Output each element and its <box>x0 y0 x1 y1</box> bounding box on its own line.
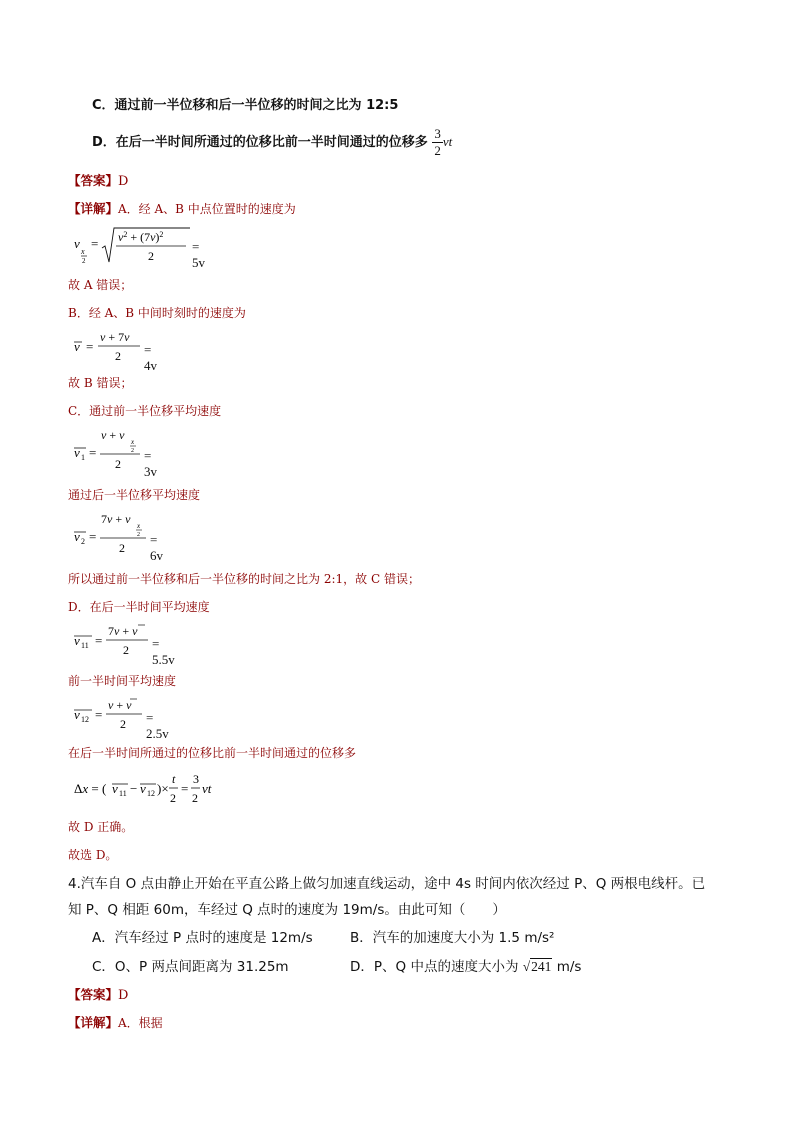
explain4-tag: 【详解】 <box>68 1015 119 1030</box>
explain-a-conclude: 故 A 错误； <box>68 278 133 292</box>
svg-text:v: v <box>74 529 80 544</box>
explain-d-conclude: 故 D 正确。 <box>68 820 134 834</box>
explain-c-intro2: 通过后一半位移平均速度 <box>68 488 201 502</box>
svg-text:Δx = (: Δx = ( <box>74 781 107 796</box>
equation-midtime-rhs: = 4v <box>144 342 157 373</box>
svg-text:v: v <box>74 633 80 648</box>
explain-d-intro2: 前一半时间平均速度 <box>68 674 177 688</box>
explain-final: 故选 D。 <box>68 848 118 862</box>
explain-b-conclude: 故 B 错误； <box>68 376 133 390</box>
question4-line2: 知 P、Q 相距 60m，车经过 Q 点时的速度为 19m/s。由此可知（ ） <box>68 902 506 918</box>
explain-d-intro: D．在后一半时间平均速度 <box>68 600 210 614</box>
equation-second-half-displacement <box>72 510 172 562</box>
question4-option-d-root: 241 <box>531 959 552 974</box>
svg-text:)×: )× <box>157 781 169 796</box>
equation-second-half-time <box>72 622 175 667</box>
explain-c-conclude: 所以通过前一半位移和后一半位移的时间之比为 2:1，故 C 错误； <box>68 572 420 586</box>
svg-text:2: 2 <box>119 541 125 555</box>
svg-text:2: 2 <box>115 349 121 363</box>
svg-text:2: 2 <box>120 717 126 731</box>
svg-text:v + v: v + v <box>101 428 125 442</box>
svg-text:12: 12 <box>81 715 89 724</box>
equation-midpoint-velocity <box>72 224 212 272</box>
svg-text:v: v <box>140 781 146 796</box>
svg-text:=: = <box>95 633 103 648</box>
explain-tag: 【详解】 <box>68 201 119 216</box>
svg-text:x: x <box>81 247 85 256</box>
svg-text:2: 2 <box>148 249 154 263</box>
svg-text:t: t <box>172 772 176 786</box>
question4-line1: 4.汽车自 O 点由静止开始在平直公路上做匀加速直线运动，途中 4s 时间内依次经过 P、Q 两根电线杆。已 <box>68 876 706 892</box>
svg-text:vt: vt <box>202 781 212 796</box>
equation-midtime-svg <box>72 328 152 366</box>
equation-d1-rhs: = 5.5v <box>152 636 175 667</box>
svg-text:v: v <box>74 707 80 722</box>
question4-option-d-unit: m/s <box>556 959 582 975</box>
svg-text:=: = <box>86 339 94 354</box>
svg-text:2: 2 <box>82 257 86 265</box>
svg-text:2: 2 <box>170 791 176 805</box>
svg-text:x: x <box>131 438 135 446</box>
svg-text:2: 2 <box>81 537 85 546</box>
svg-text:v: v <box>112 781 118 796</box>
option-d-tail: vt <box>442 134 453 149</box>
svg-text:v: v <box>74 445 80 460</box>
equation-midpoint-svg <box>72 224 212 268</box>
svg-text:=: = <box>89 445 97 460</box>
question4-option-a: A．汽车经过 P 点时的速度是 12m/s <box>92 930 313 946</box>
question4-option-b: B．汽车的加速度大小为 1.5 m/s² <box>350 930 555 946</box>
answer-tag: 【答案】 <box>68 173 119 188</box>
explain-a-intro: A．经 A、B 中点位置时的速度为 <box>118 202 296 216</box>
equation-midtime-velocity <box>72 328 157 373</box>
svg-text:7v + v: 7v + v <box>108 624 138 638</box>
svg-text:=: = <box>181 781 189 796</box>
question4-option-d <box>350 955 581 975</box>
answer-value: D <box>118 174 129 189</box>
svg-text:x: x <box>137 522 141 530</box>
sqrt-icon: √ <box>522 959 531 974</box>
option-d-fraction: $\frac{3}{2}$ <box>434 126 441 158</box>
answer4-value: D <box>118 988 129 1003</box>
svg-text:11: 11 <box>81 641 89 650</box>
question4-option-c: C．O、P 两点间距离为 31.25m <box>92 959 289 975</box>
svg-text:2: 2 <box>131 448 134 454</box>
equation-c2-rhs: = 6v <box>150 532 163 563</box>
equation-d3-svg <box>72 770 222 810</box>
svg-text:−: − <box>130 781 138 796</box>
equation-first-half-displacement <box>72 426 162 478</box>
equation-c1-rhs: = 3v <box>144 448 157 479</box>
svg-text:v + v: v + v <box>108 698 132 712</box>
option-d-text: D．在后一半时间所通过的位移比前一半时间通过的位移多 <box>92 135 428 150</box>
svg-text:v: v <box>74 339 80 354</box>
svg-text:=: = <box>91 236 99 251</box>
option-d <box>92 126 452 159</box>
svg-text:1: 1 <box>81 453 85 462</box>
svg-text:v + 7v: v + 7v <box>100 330 130 344</box>
equation-first-half-time <box>72 696 172 740</box>
equation-d2-rhs: = 2.5v <box>146 710 169 741</box>
svg-text:=: = <box>89 529 97 544</box>
svg-text:2: 2 <box>137 532 140 538</box>
answer4-line <box>68 984 128 1003</box>
explain-b-intro: B．经 A、B 中间时刻时的速度为 <box>68 306 246 320</box>
svg-text:=: = <box>95 707 103 722</box>
explain-c-intro: C．通过前一半位移平均速度 <box>68 404 222 418</box>
explain-d-intro3: 在后一半时间所通过的位移比前一半时间通过的位移多 <box>68 746 357 760</box>
equation-midpoint-rhs: = 5v <box>192 239 205 270</box>
explain4-line <box>68 1012 163 1031</box>
svg-text:3: 3 <box>193 772 199 786</box>
svg-text:2: 2 <box>115 457 121 471</box>
explain4-a-intro: A．根据 <box>118 1016 163 1030</box>
option-c: C．通过前一半位移和后一半位移的时间之比为 12:5 <box>92 98 399 113</box>
question4-option-d-text: D．P、Q 中点的速度大小为 <box>350 959 519 975</box>
svg-text:v2 + (7v)2: $v^2 + (7v)^2$ <box>118 230 164 244</box>
svg-text:v: v <box>74 236 80 251</box>
equation-displacement-difference <box>72 770 222 814</box>
explain-line-a <box>68 198 296 217</box>
answer-line <box>68 170 128 189</box>
svg-text:12: 12 <box>147 789 155 798</box>
svg-text:7v + v: 7v + v <box>101 512 131 526</box>
svg-text:2: 2 <box>123 643 129 657</box>
svg-text:2: 2 <box>192 791 198 805</box>
svg-text:11: 11 <box>119 789 127 798</box>
answer4-tag: 【答案】 <box>68 987 119 1002</box>
